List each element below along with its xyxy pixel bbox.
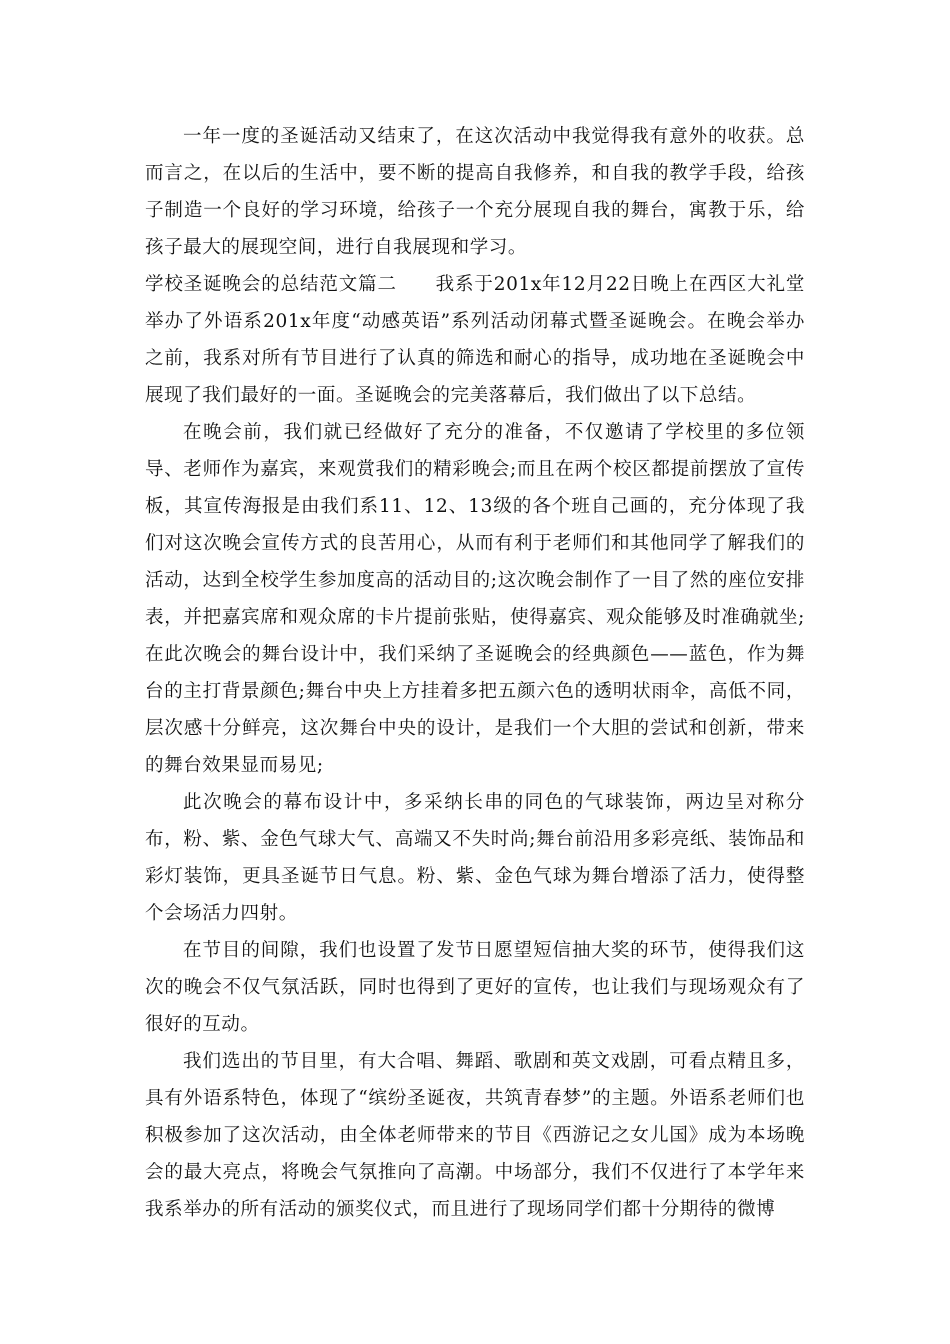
paragraph-4: 此次晚会的幕布设计中，多采纳长串的同色的气球装饰，两边呈对称分布，粉、紫、金色气球大气、高端又不失时尚;舞台前沿用多彩亮纸、装饰品和彩灯装饰，更具圣诞节日气息。粉、紫、金色气球为舞台增添了活力，使得整个会场活力四射。 bbox=[145, 792, 805, 924]
document-page bbox=[145, 118, 805, 1228]
paragraph-2-section-heading: 学校圣诞晚会的总结范文篇二 我系于201x年12月22日晚上在西区大礼堂举办了外语系201x年度“动感英语”系列活动闭幕式暨圣诞晚会。在晚会举办之前，我系对所有节目进行了认真的筛选和耐心的指导，成功地在圣诞晚会中展现了我们最好的一面。圣诞晚会的完美落幕后，我们做出了以下总结。 bbox=[145, 274, 805, 406]
paragraph-3: 在晚会前，我们就已经做好了充分的准备，不仅邀请了学校里的多位领导、老师作为嘉宾，来观赏我们的精彩晚会;而且在两个校区都提前摆放了宣传板，其宣传海报是由我们系11、12、13级的各个班自己画的，充分体现了我们对这次晚会宣传方式的良苦用心，从而有利于老师们和其他同学了解我们的活动，达到全校学生参加度高的活动目的;这次晚会制作了一目了然的座位安排表，并把嘉宾席和观众席的卡片提前张贴，使得嘉宾、观众能够及时准确就坐;在此次晚会的舞台设计中，我们采纳了圣诞晚会的经典颜色——蓝色，作为舞台的主打背景颜色;舞台中央上方挂着多把五颜六色的透明状雨伞，高低不同，层次感十分鲜亮，这次舞台中央的设计，是我们一个大胆的尝试和创新，带来的舞台效果显而易见; bbox=[145, 422, 805, 776]
paragraph-6: 我们选出的节目里，有大合唱、舞蹈、歌剧和英文戏剧，可看点精且多，具有外语系特色，体现了“缤纷圣诞夜，共筑青春梦”的主题。外语系老师们也积极参加了这次活动，由全体老师带来的节目《西游记之女儿国》成为本场晚会的最大亮点，将晚会气氛推向了高潮。中场部分，我们不仅进行了本学年来我系举办的所有活动的颁奖仪式，而且进行了现场同学们都十分期待的微博 bbox=[145, 1051, 805, 1220]
paragraph-5: 在节目的间隙，我们也设置了发节日愿望短信抽大奖的环节，使得我们这次的晚会不仅气氛活跃，同时也得到了更好的宣传，也让我们与现场观众有了很好的互动。 bbox=[145, 940, 805, 1035]
paragraph-1: 一年一度的圣诞活动又结束了，在这次活动中我觉得我有意外的收获。总而言之，在以后的生活中，要不断的提高自我修养，和自我的教学手段，给孩子制造一个良好的学习环境，给孩子一个充分展现自我的舞台，寓教于乐，给孩子最大的展现空间，进行自我展现和学习。 bbox=[145, 126, 805, 258]
